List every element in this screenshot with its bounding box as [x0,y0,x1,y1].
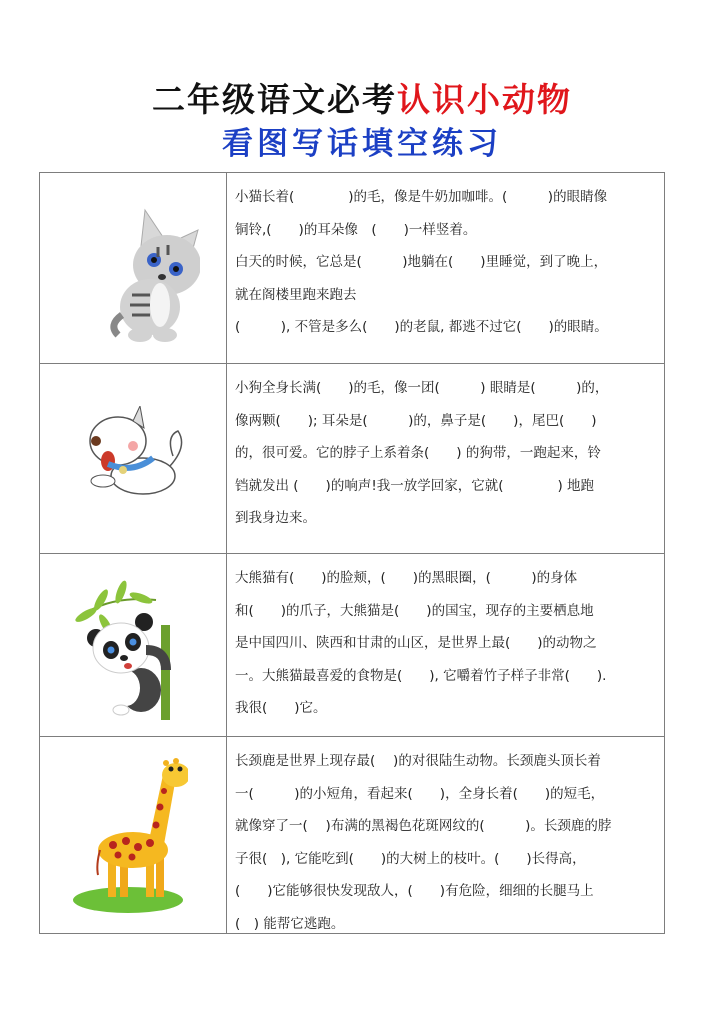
passage-line: 就像穿了一( )布满的黑褐色花斑网纹的( )。长颈鹿的脖 [235,818,612,834]
cat-passage [235,181,658,344]
table-row-dog [40,363,664,553]
passage-line: 大熊猫有( )的脸颊，( )的黑眼圈，( )的身体 [235,570,578,586]
title-main: 二年级语文必考 [152,80,397,119]
passage-line: 白天的时候，它总是( )地躺在( )里睡觉，到了晚上， [235,254,608,270]
passage-line: 小狗全身长满( )的毛，像一团( ) 眼睛是( )的， [235,380,609,396]
panda-illustration [40,554,227,736]
passage-line: 铛就发出 ( )的响声!我一放学回家，它就( ) 地跑 [235,477,595,494]
cat-illustration [40,173,227,363]
table-row-giraffe [40,736,664,933]
giraffe-illustration [40,737,227,933]
passage-line: 长颈鹿是世界上现存最( )的对很陆生动物。长颈鹿头顶长着 [235,753,601,769]
passage-line: 到我身边来。 [235,510,316,526]
panda-passage [235,562,658,725]
table-row-cat [40,173,664,363]
table-row-panda [40,553,664,736]
passage-line: 小猫长着( )的毛，像是牛奶加咖啡。( )的眼睛像 [235,189,608,205]
passage-line: 一( )的小短角，看起来( )，全身长着( )的短毛， [235,785,605,802]
passage-line: 我很( )它。 [235,700,327,716]
passage-line: 子很( ), 它能吃到( )的大树上的枝叶。( )长得高， [235,850,586,867]
passage-line: 和( )的爪子，大熊猫是( )的国宝，现存的主要栖息地 [235,602,594,619]
passage-line: 就在阁楼里跑来跑去 [235,286,357,303]
dog-illustration [40,364,227,553]
passage-line: ( ) 能帮它逃跑。 [235,915,345,932]
worksheet-table [39,172,665,934]
dog-icon [78,406,188,506]
title-accent: 认识小动物 [397,80,572,119]
page-subtitle: 看图写话填空练习 [222,126,502,162]
dog-passage [235,372,658,535]
passage-line: 像两颗( ); 耳朵是( )的，鼻子是( )，尾巴( ) [235,412,597,429]
giraffe-icon [68,755,188,915]
panda-icon [66,580,176,720]
passage-line: ( ), 不管是多么( )的老鼠, 都逃不过它( )的眼睛。 [235,319,608,335]
giraffe-passage [235,745,658,940]
passage-line: 铜铃,( )的耳朵像 ( )一样竖着。 [235,221,477,238]
passage-line: 的，很可爱。它的脖子上系着条( ) 的狗带，一跑起来，铃 [235,445,601,461]
passage-line: 一。大熊猫最喜爱的食物是( ), 它嚼着竹子样子非常( ). [235,667,607,684]
page-title [0,74,724,121]
passage-line: ( )它能够很快发现敌人，( )有危险，细细的长腿马上 [235,883,594,899]
passage-line: 是中国四川、陕西和甘肃的山区，是世界上最( )的动物之 [235,635,597,651]
cat-icon [70,205,200,345]
